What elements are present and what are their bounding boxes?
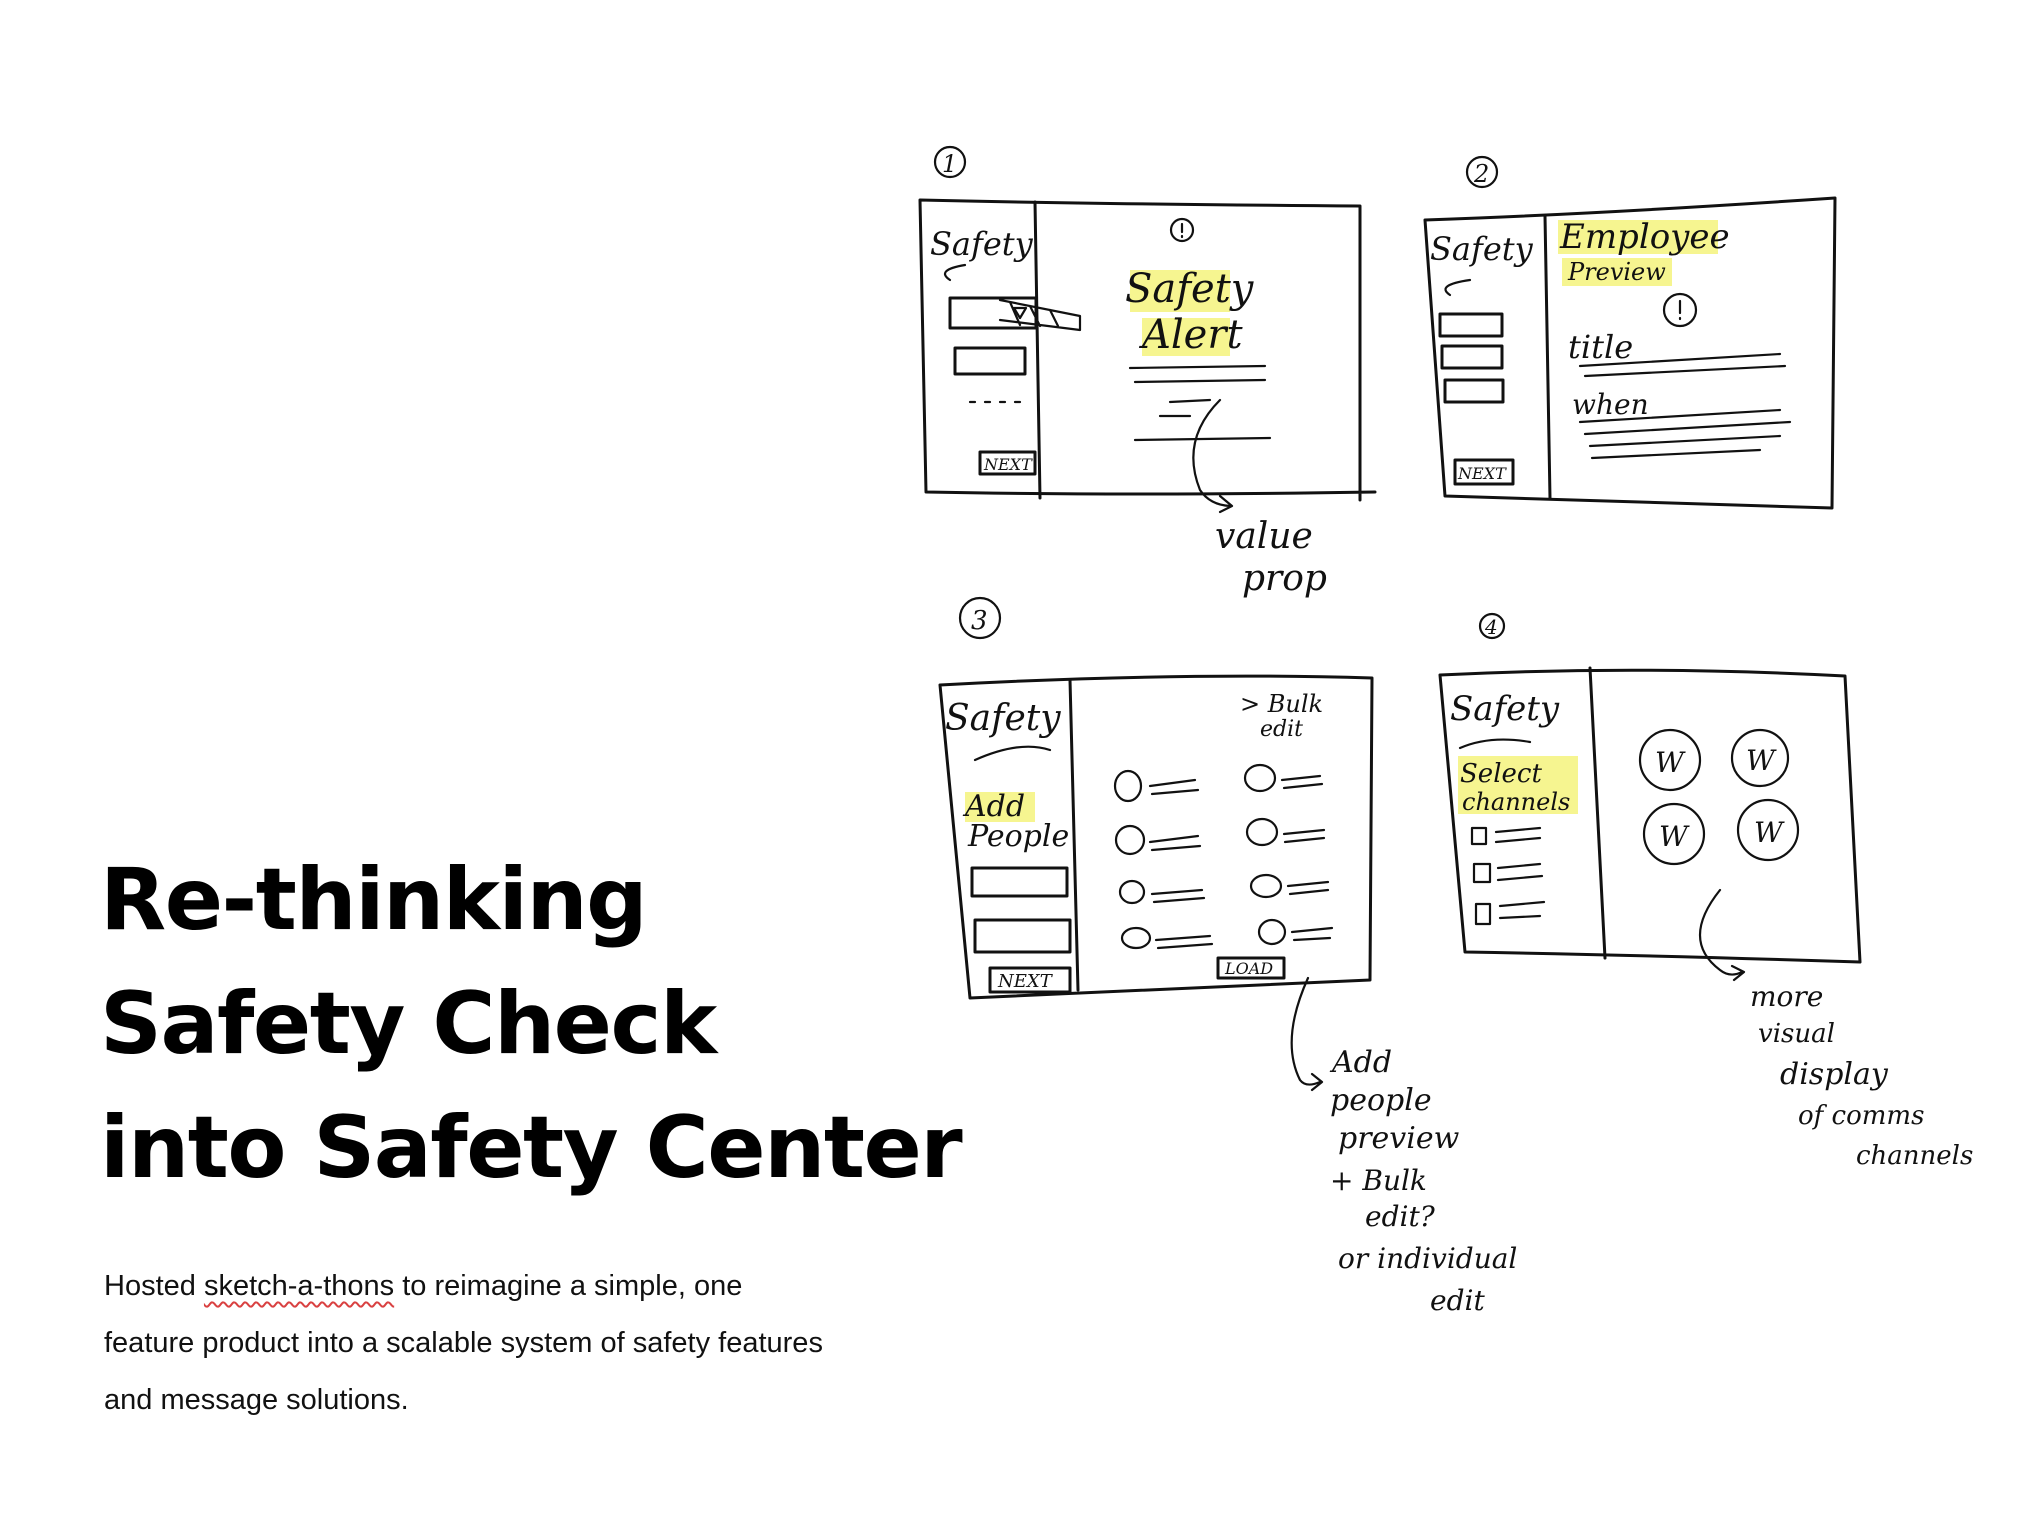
sketch-1-sidebar-title: Safety <box>930 225 1033 263</box>
sketch-2-heading-line-1: Employee <box>1560 217 1730 257</box>
sketch-4-channel-icon-2: W <box>1746 744 1775 777</box>
sketch-4-note-line-2: visual <box>1758 1019 1835 1049</box>
sketch-3-logo-swirl <box>975 747 1050 760</box>
sketch-3-note-line-4: + Bulk <box>1330 1164 1427 1197</box>
sketch-4-label-line-1: Select <box>1460 759 1542 789</box>
description-start: Hosted <box>104 1270 204 1302</box>
sketch-wireframes <box>880 120 2036 1360</box>
sketch-4-arrow <box>1700 890 1744 980</box>
sketch-1-logo-swirl <box>945 265 965 280</box>
sketch-3-next-label: NEXT <box>998 971 1052 992</box>
sketch-4-sidebar-divider <box>1590 668 1605 958</box>
sketch-4-note-line-1: more <box>1750 980 1824 1013</box>
description-flagged-word: sketch-a-thons <box>203 1270 395 1302</box>
sketch-2 <box>1425 157 1835 508</box>
sketch-3-arrow <box>1292 978 1322 1090</box>
sketch-1 <box>920 147 1375 599</box>
sketch-2-title-label: title <box>1568 328 1634 366</box>
sketch-3-people-list <box>1115 765 1332 948</box>
sketch-3-number: 3 <box>971 606 988 636</box>
sketch-4-channel-icon-3: W <box>1659 820 1688 853</box>
sketch-1-next-label: NEXT <box>984 455 1032 474</box>
sketch-1-dropdown-hatching <box>1000 300 1080 330</box>
sketch-4-label-line-2: channels <box>1462 788 1571 816</box>
sketch-1-heading-line-2: Alert <box>1142 312 1243 358</box>
sketch-3-bulk-line-1: > Bulk <box>1240 690 1324 718</box>
sketch-3-label-line-1: Add <box>965 789 1026 824</box>
sketch-2-number: 2 <box>1474 160 1490 188</box>
sketch-3 <box>940 598 1517 1317</box>
headline-line-3: into Safety Center <box>100 1098 962 1198</box>
sketch-3-note-line-7: edit <box>1430 1284 1485 1317</box>
description-end: to reimagine a simple, one feature product into a scalable system of safety features and message solutions. <box>104 1270 823 1416</box>
sketch-4-channel-icon-4: W <box>1754 816 1783 849</box>
slide-description <box>104 1258 824 1429</box>
sketch-3-sidebar-title: Safety <box>945 698 1061 739</box>
sketch-2-item-1 <box>1440 314 1502 336</box>
sketch-3-note-line-1: Add <box>1332 1045 1393 1080</box>
headline-line-2: Safety Check <box>100 974 716 1074</box>
sketch-2-item-3 <box>1445 380 1503 402</box>
sketch-4-note-line-3: display <box>1780 1057 1888 1092</box>
sketch-2-heading-line-2: Preview <box>1568 258 1666 286</box>
sketch-1-number: 1 <box>942 150 958 178</box>
sketch-3-label-line-2: People <box>968 819 1070 854</box>
sketch-2-item-2 <box>1442 346 1502 368</box>
sketch-2-logo-swirl <box>1446 280 1471 295</box>
sketch-4-sidebar-title: Safety <box>1450 689 1560 729</box>
sketch-2-sidebar-divider <box>1545 216 1550 498</box>
sketch-1-heading-line-1: Safety <box>1125 266 1254 312</box>
sketch-2-next-label: NEXT <box>1458 464 1506 483</box>
sketch-1-input <box>955 348 1025 374</box>
sketch-4-number: 4 <box>1485 615 1498 639</box>
sketch-4-logo-swirl <box>1460 740 1530 748</box>
sketch-3-note-line-3: preview <box>1338 1121 1460 1156</box>
sketch-2-sidebar-title: Safety <box>1430 230 1533 268</box>
sketch-4-checkbox-list <box>1472 828 1544 924</box>
sketch-3-note-line-6: or individual <box>1338 1242 1518 1275</box>
sketch-4-channel-icon-1: W <box>1655 746 1684 779</box>
sketch-4 <box>1440 614 1973 1171</box>
sketch-3-input-2 <box>975 920 1070 952</box>
sketch-3-input-1 <box>972 868 1067 896</box>
sketch-4-note-line-5: channels <box>1856 1141 1974 1171</box>
sketch-3-note-line-2: people <box>1330 1083 1432 1118</box>
sketch-3-bulk-line-2: edit <box>1260 717 1303 742</box>
sketch-1-note-line-2: prop <box>1242 558 1327 599</box>
sketch-2-when-label: when <box>1572 388 1649 421</box>
sketch-4-note-line-4: of comms <box>1798 1101 1925 1131</box>
sketch-3-load-label: LOAD <box>1225 959 1274 978</box>
headline-line-1: Re-thinking <box>100 850 647 950</box>
sketch-3-note-line-5: edit? <box>1365 1200 1435 1233</box>
sketch-1-note-line-1: value <box>1215 516 1313 557</box>
